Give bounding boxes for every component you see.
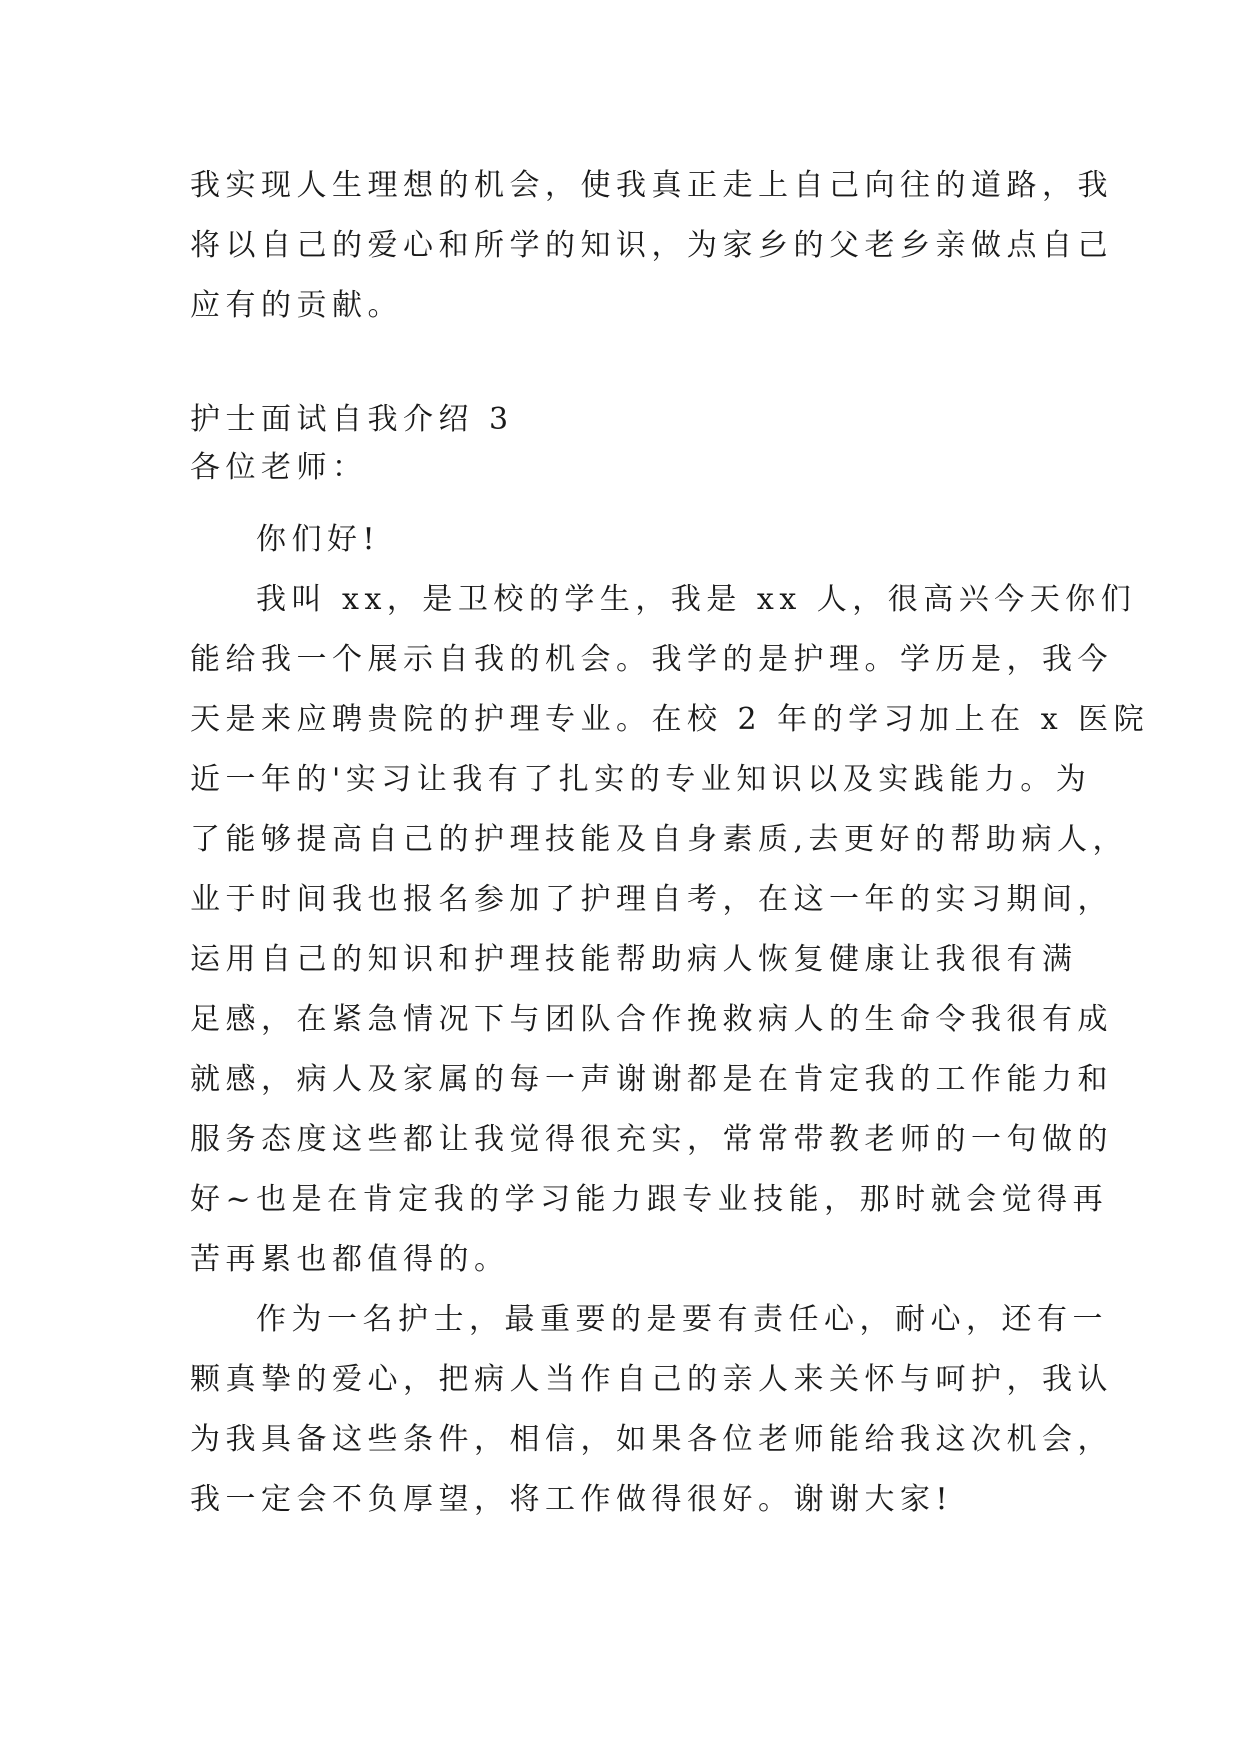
- text-line: 颗真挚的爱心，把病人当作自己的亲人来关怀与呵护，我认: [190, 1362, 1113, 1397]
- text-line: 将以自己的爱心和所学的知识，为家乡的父老乡亲做点自己: [190, 228, 1113, 263]
- text-line: 就感，病人及家属的每一声谢谢都是在肯定我的工作能力和: [190, 1062, 1113, 1097]
- letter-body: [190, 510, 1150, 1530]
- greeting: 你们好!: [256, 522, 381, 557]
- text-line: 我实现人生理想的机会，使我真正走上自己向往的道路，我: [190, 168, 1113, 203]
- paragraph-1: [190, 570, 1150, 1290]
- text-line: 作为一名护士，最重要的是要有责任心，耐心，还有一: [256, 1302, 1108, 1337]
- text-line: 能给我一个展示自我的机会。我学的是护理。学历是，我今: [190, 642, 1113, 677]
- previous-paragraph: [190, 156, 1113, 336]
- text-line: 运用自己的知识和护理技能帮助病人恢复健康让我很有满: [190, 942, 1078, 977]
- text-line: 足感，在紧急情况下与团队合作挽救病人的生命令我很有成: [190, 1002, 1113, 1037]
- text-line: 为我具备这些条件，相信，如果各位老师能给我这次机会，: [190, 1422, 1113, 1457]
- text-line: 好~也是在肯定我的学习能力跟专业技能，那时就会觉得再: [190, 1182, 1109, 1217]
- text-line: 服务态度这些都让我觉得很充实，常常带教老师的一句做的: [190, 1122, 1113, 1157]
- text-line: 苦再累也都值得的。: [190, 1242, 510, 1277]
- salutation: 各位老师：: [190, 450, 368, 485]
- paragraph-2: [190, 1290, 1113, 1530]
- text-line: 近一年的'实习让我有了扎实的专业知识以及实践能力。为: [190, 762, 1092, 797]
- section-header: [190, 396, 1050, 492]
- text-line: 应有的贡献。: [190, 288, 403, 323]
- text-line: 我一定会不负厚望，将工作做得很好。谢谢大家!: [190, 1482, 954, 1517]
- text-line: 天是来应聘贵院的护理专业。在校 2 年的学习加上在 x 医院: [190, 702, 1150, 737]
- text-line: 业于时间我也报名参加了护理自考，在这一年的实习期间，: [190, 882, 1113, 917]
- text-line: 了能够提高自己的护理技能及自身素质,去更好的帮助病人，: [190, 822, 1129, 857]
- section-title: 护士面试自我介绍 3: [190, 402, 514, 437]
- text-line: 我叫 xx，是卫校的学生，我是 xx 人，很高兴今天你们: [256, 582, 1137, 617]
